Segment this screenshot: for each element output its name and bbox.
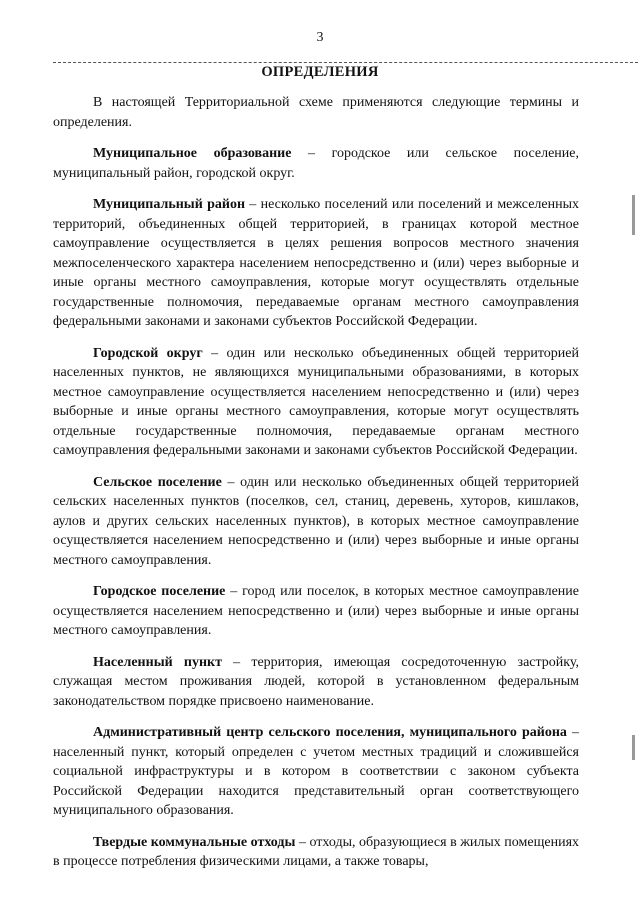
definition-term: Административный центр сельского поселения, муниципального района <box>93 725 567 740</box>
section-heading: ОПРЕДЕЛЕНИЯ <box>261 64 379 80</box>
definition-text: город или поселок, в которых местное самоуправление осуществляется населением непосредственно и (или) через выборные и иные органы местного самоуправления. <box>53 584 579 638</box>
definition-municipal-district: Муниципальный район – несколько поселений или поселений и межселенных территорий, объединенных общей территорией, в границах которой местное самоуправление осуществляется в целях решения вопросов местного значения межпоселенческого характера населением непосредственно и (или) через выборные и иные органы местного самоуправления, которые могут осуществлять отдельные государственные полномочия, передаваемые органам местного самоуправления федеральными законами и законами субъектов Российской Федерации. <box>53 197 579 329</box>
definition-urban-settlement: Городское поселение – город или поселок, в которых местное самоуправление осуществляется населением непосредственно и (или) через выборные и иные органы местного самоуправления. <box>53 584 579 638</box>
definition-text: несколько поселений или поселений и межселенных территорий, объединенных общей территорией, в границах которой местное самоуправление осуществляется в целях решения вопросов местного значения межпоселенческого характера населением непосредственно и (или) через выборные и иные органы местного самоуправления, которые могут осуществлять отдельные государственные полномочия, передаваемые органам местного самоуправления федеральными законами и законами субъектов Российской Федерации. <box>53 197 579 329</box>
scan-margin-mark <box>632 735 635 760</box>
definition-text: городское или сельское поселение, муниципальный район, городской округ. <box>53 146 579 181</box>
definition-term: Сельское поселение <box>93 474 222 490</box>
definition-solid-waste: Твердые коммунальные отходы – отходы, образующиеся в жилых помещениях в процессе потребления физическими лицами, а также товары, <box>53 834 580 869</box>
header-rule <box>53 62 640 63</box>
definition-text: один или несколько объединенных общей территорией сельских населенных пунктов (поселков, сел, станиц, деревень, хуторов, кишлаков, аулов и других сельских населенных пунктов), в которых местное самоуправление осуществляется населением непосредственно и (или) через выборные и иные органы местного самоуправления. <box>53 474 579 568</box>
page-number: 3 <box>316 30 324 45</box>
definitions-body <box>53 93 579 884</box>
intro-paragraph: В настоящей Территориальной схеме применяются следующие термины и определения. <box>53 95 579 130</box>
definition-term: Муниципальное образование <box>93 146 292 161</box>
definition-text: отходы, образующиеся в жилых помещениях в процессе потребления физическими лицами, а также товары, <box>53 834 580 869</box>
definition-term: Населенный пункт <box>93 654 222 670</box>
definition-text: населенный пункт, который определен с учетом местных традиций и сложившейся социальной инфраструктуры и в котором в соответствии с законом субъекта Российской Федерации находится представительный орган соответствующего муниципального образования. <box>53 744 579 818</box>
definition-term: Твердые коммунальные отходы <box>93 834 296 850</box>
definition-rural-settlement: Сельское поселение – один или несколько объединенных общей территорией сельских населенных пунктов (поселков, сел, станиц, деревень, хуторов, кишлаков, аулов и других сельских населенных пунктов), в которых местное самоуправление осуществляется населением непосредственно и (или) через выборные и иные органы местного самоуправления. <box>53 474 579 568</box>
definition-municipal-formation: Муниципальное образование – городское или сельское поселение, муниципальный район, городской округ. <box>53 146 579 181</box>
definition-term: Муниципальный район <box>93 197 246 212</box>
definition-text: территория, имеющая сосредоточенную застройку, служащая местом проживания людей, которой в установленном федеральным законодательством порядке присвоено наименование. <box>53 654 579 709</box>
scan-margin-mark <box>632 195 635 235</box>
definition-text: один или несколько объединенных общей территорией населенных пунктов, не являющихся муниципальными образованиями, в которых местное самоуправление осуществляется населением непосредственно и (или) через выборные и иные органы местного самоуправления, которые могут осуществлять отдельные государственные полномочия, передаваемые органам местного самоуправления федеральными законами и законами субъектов Российской Федерации. <box>53 345 580 458</box>
definition-locality: Населенный пункт – территория, имеющая сосредоточенную застройку, служащая местом проживания людей, которой в установленном федеральным законодательством порядке присвоено наименование. <box>53 654 579 709</box>
definition-administrative-center: Административный центр сельского поселения, муниципального района – населенный пункт, который определен с учетом местных традиций и сложившейся социальной инфраструктуры и в котором в соответствии с законом субъекта Российской Федерации находится представительный орган соответствующего муниципального образования. <box>53 725 580 818</box>
definition-term: Городское поселение <box>93 584 226 599</box>
definition-city-district: Городской округ – один или несколько объединенных общей территорией населенных пунктов, не являющихся муниципальными образованиями, в которых местное самоуправление осуществляется населением непосредственно и (или) через выборные и иные органы местного самоуправления, которые могут осуществлять отдельные государственные полномочия, передаваемые органам местного самоуправления федеральными законами и законами субъектов Российской Федерации. <box>53 345 580 458</box>
definition-term: Городской округ <box>93 345 203 361</box>
